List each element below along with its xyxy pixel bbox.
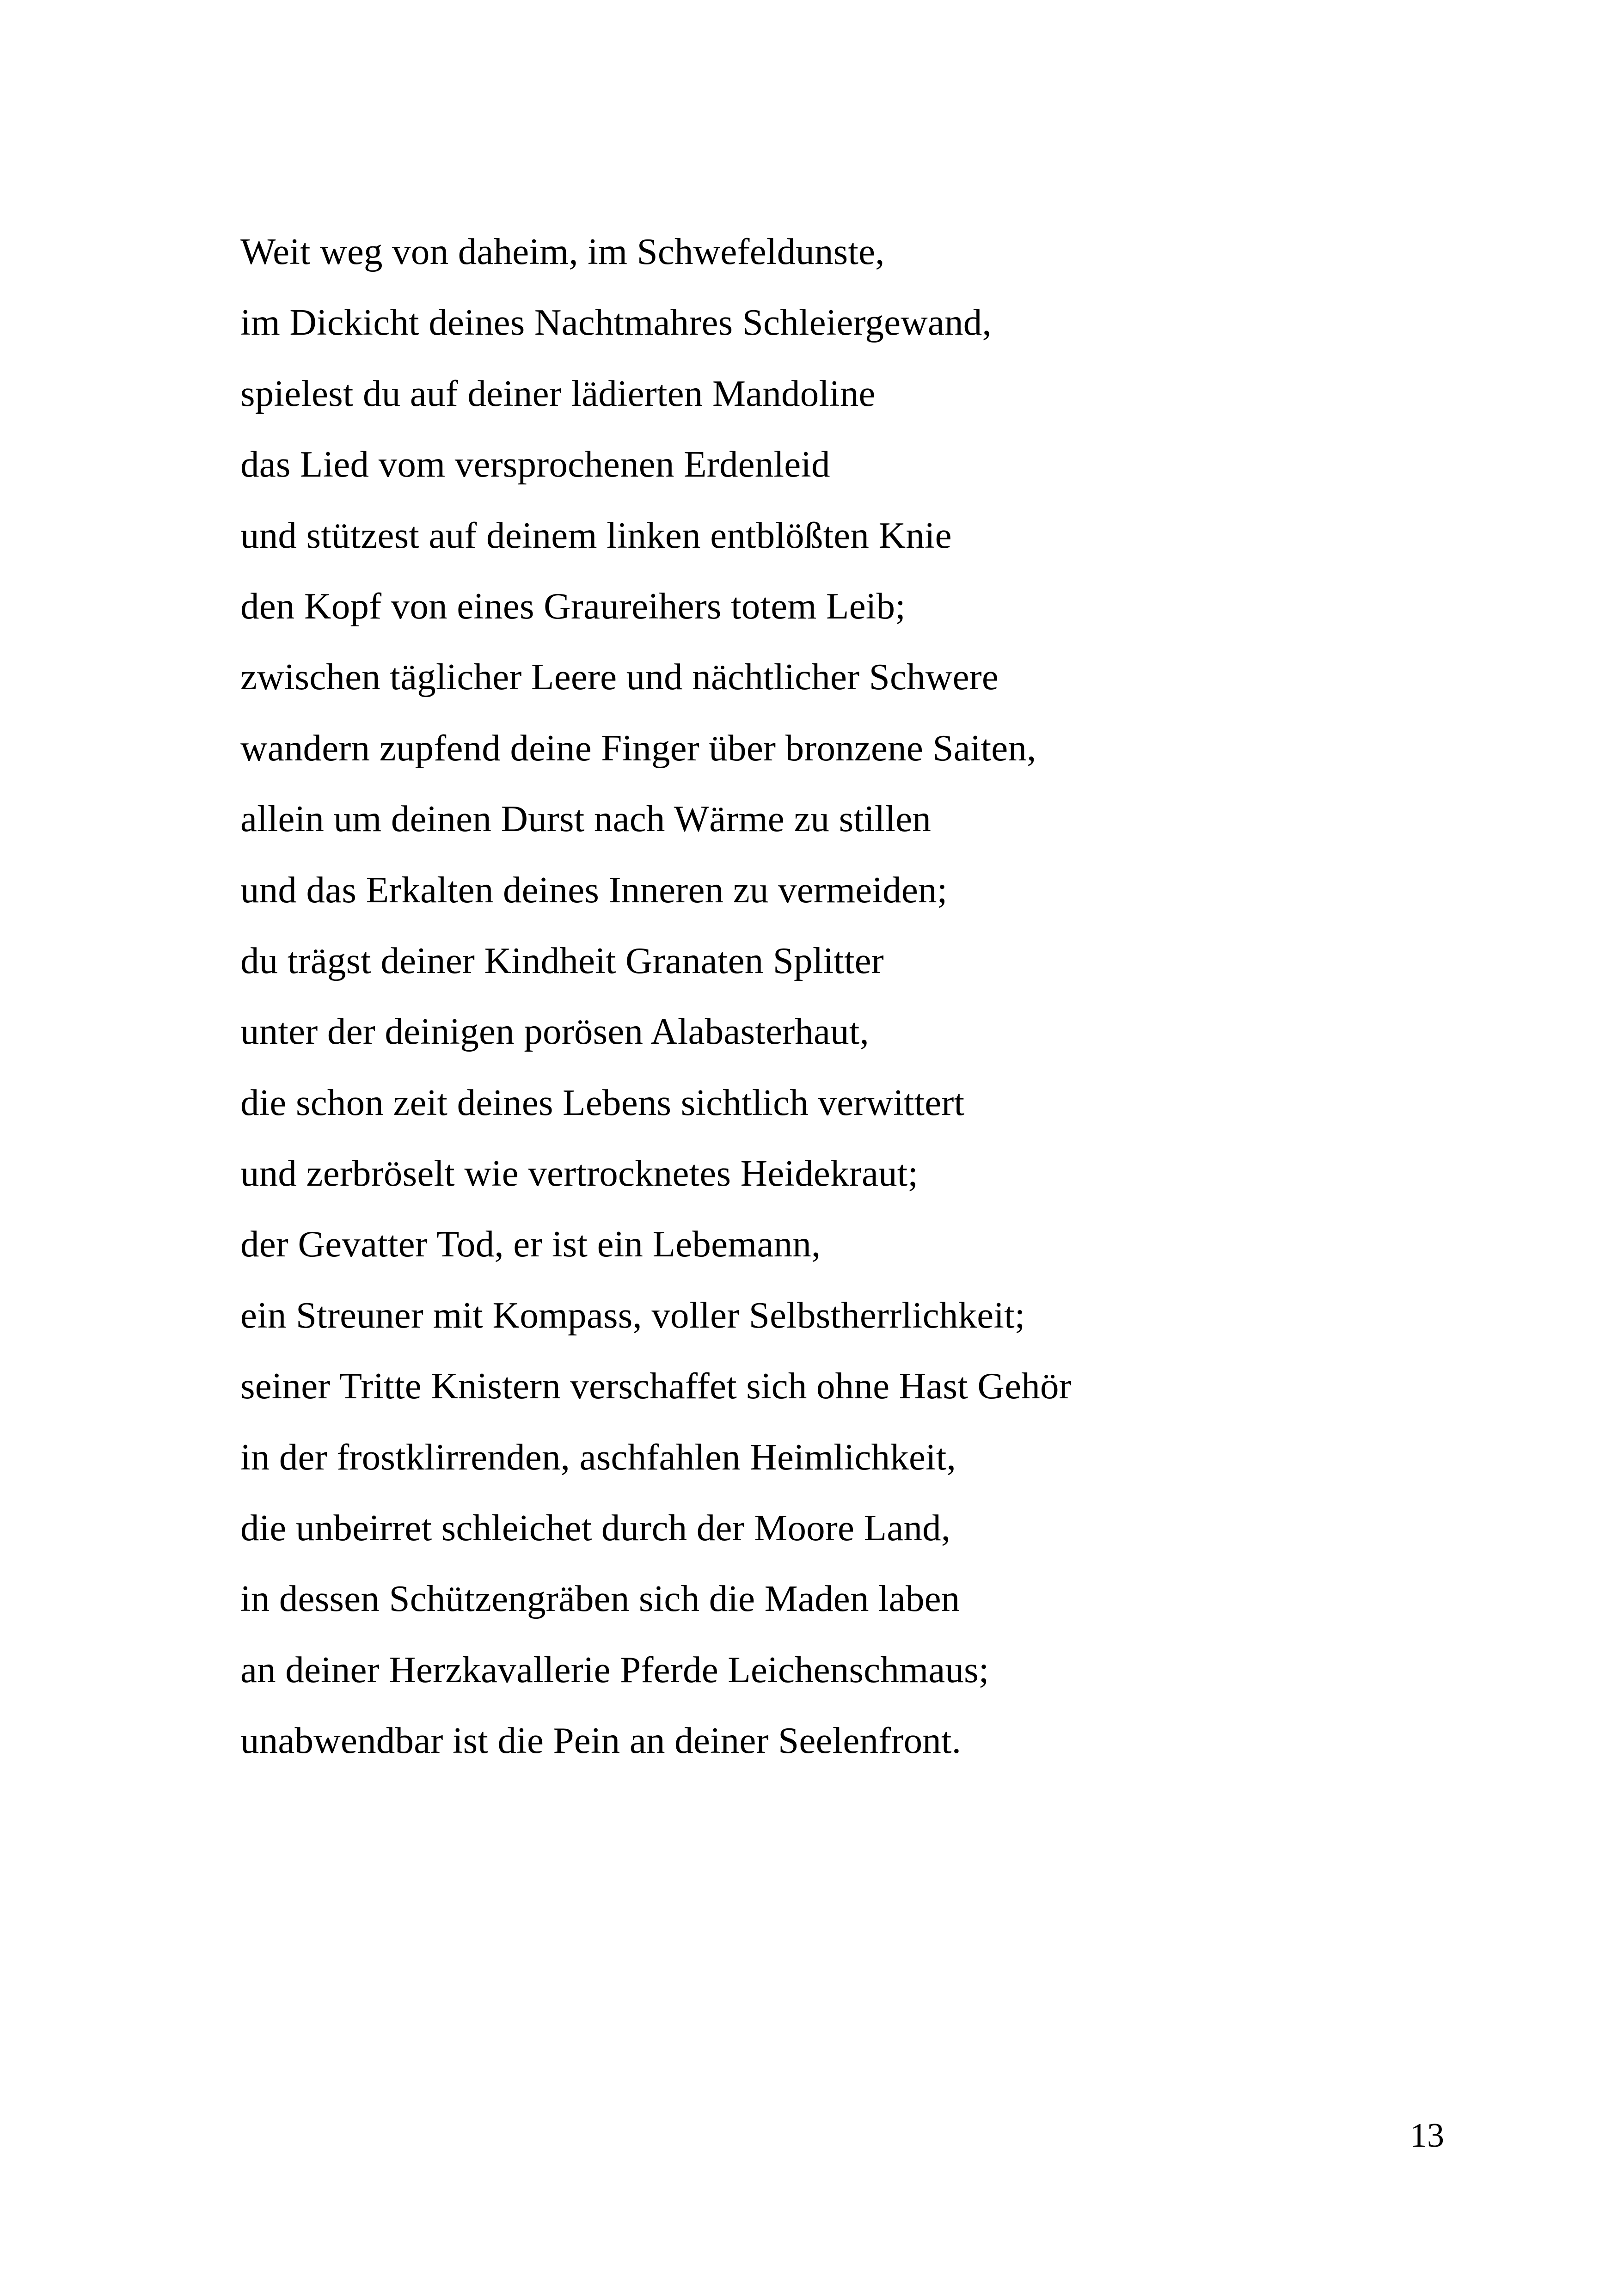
poem-line: unabwendbar ist die Pein an deiner Seelenfront. [240,1720,962,1762]
poem-line: im Dickicht deines Nachtmahres Schleiergewand, [240,301,992,343]
poem-line: und das Erkalten deines Inneren zu vermeiden; [240,869,948,911]
poem-line: Weit weg von daheim, im Schwefeldunste, [240,231,885,272]
poem-line: und stützest auf deinem linken entblößten Knie [240,514,952,556]
poem-line: den Kopf von eines Graureihers totem Leib; [240,585,906,627]
poem-line: spielest du auf deiner lädierten Mandoline [240,372,876,414]
page-number: 13 [1410,2117,1444,2155]
poem-line: in dessen Schützengräben sich die Maden laben [240,1578,960,1620]
poem-line: das Lied vom versprochenen Erdenleid [240,443,830,485]
poem-line: in der frostklirrenden, aschfahlen Heimlichkeit, [240,1436,956,1478]
poem-line: seiner Tritte Knistern verschaffet sich ohne Hast Gehör [240,1365,1072,1407]
poem-line: der Gevatter Tod, er ist ein Lebemann, [240,1223,821,1265]
poem-line: du trägst deiner Kindheit Granaten Splitter [240,939,884,981]
poem-line: an deiner Herzkavallerie Pferde Leichenschmaus; [240,1648,989,1690]
poem-line: und zerbröselt wie vertrocknetes Heidekraut; [240,1152,919,1194]
poem-line: allein um deinen Durst nach Wärme zu stillen [240,798,932,840]
poem-line: unter der deinigen porösen Alabasterhaut, [240,1010,870,1053]
poem-line: die schon zeit deines Lebens sichtlich verwittert [240,1081,965,1123]
poem-line: ein Streuner mit Kompass, voller Selbstherrlichkeit; [240,1294,1025,1336]
poem-line: die unbeirret schleichet durch der Moore Land, [240,1507,951,1549]
poem-line: wandern zupfend deine Finger über bronzene Saiten, [240,727,1036,769]
poem-line: zwischen täglicher Leere und nächtlicher Schwere [240,656,999,698]
poem-text [240,216,1489,1776]
